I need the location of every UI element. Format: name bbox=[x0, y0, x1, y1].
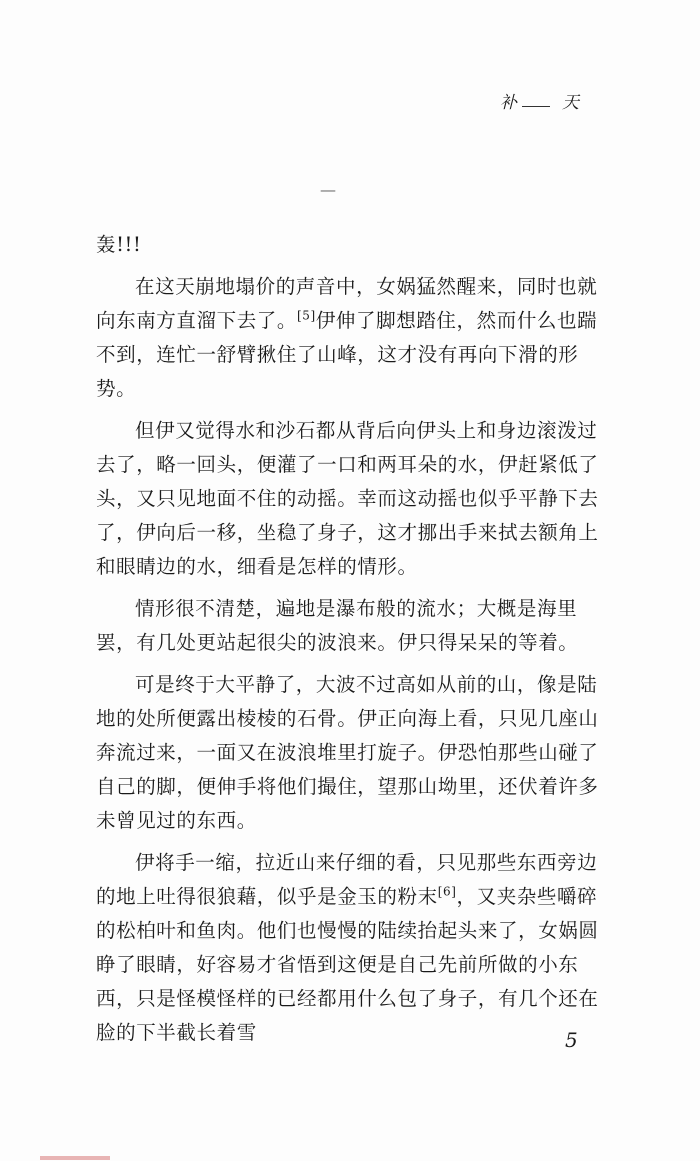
paragraph-text: 可是终于大平静了，大波不过高如从前的山，像是陆地的处所便露出棱棱的石骨。伊正向海上看，只见几座山奔流过来，一面又在波浪堆里打旋子。伊恐怕那些山碰了自己的脚，便伸手将他们撮住，望那山坳里，还伏着许多未曾见过的东西。 bbox=[96, 673, 599, 832]
paragraph-text: 伊将手一缩，拉近山来仔细的看，只见那些东西旁边的地上吐得很狼藉，似乎是金玉的粉末 bbox=[96, 851, 598, 908]
body-text bbox=[96, 228, 604, 1058]
running-head bbox=[500, 88, 610, 116]
paragraph-6 bbox=[96, 846, 604, 1050]
running-head-left: 补 bbox=[500, 93, 517, 113]
running-head-rule bbox=[522, 106, 550, 107]
paragraph-5 bbox=[96, 668, 604, 838]
paragraph-text: 情形很不清楚，遍地是瀑布般的流水；大概是海里罢，有几处更站起很尖的波浪来。伊只得呆呆的等着。 bbox=[96, 597, 579, 654]
paragraph-text: 在这天崩地塌价的声音中，女娲猛然醒来，同时也就向东南方直溜下去了。 bbox=[96, 275, 598, 332]
paragraph-text: 但伊又觉得水和沙石都从背后向伊头上和身边滚泼过去了，略一回头，便灌了一口和两耳朵的水，伊赶紧低了头，又只见地面不住的动摇。幸而这动摇也似乎平静下去了，伊向后一移，坐稳了身子，这才挪出手来拭去额角上和眼睛边的水，细看是怎样的情形。 bbox=[96, 419, 599, 578]
paragraph-3 bbox=[96, 414, 604, 584]
paragraph-1 bbox=[96, 228, 604, 262]
paragraph-text: 轰!!! bbox=[96, 233, 142, 256]
paragraph-text: ，又夹杂些嚼碎的松柏叶和鱼肉。他们也慢慢的陆续抬起头来了，女娲圆睁了眼睛，好容易才省悟到这便是自己先前所做的小东西，只是怪模怪样的已经都用什么包了身子，有几个还在脸的下半截长着雪 bbox=[96, 885, 599, 1044]
page-number: 5 bbox=[565, 1028, 578, 1052]
footnote-ref-6[interactable]: [6] bbox=[437, 884, 457, 899]
footnote-ref-5[interactable]: [5] bbox=[297, 308, 316, 323]
page-edge-mark bbox=[40, 1156, 110, 1160]
paragraph-4 bbox=[96, 592, 604, 660]
section-mark: — bbox=[320, 180, 336, 199]
paragraph-2 bbox=[96, 270, 604, 406]
paragraph-text: 伊伸了脚想踏住，然而什么也踹不到，连忙一舒臂揪住了山峰，这才没有再向下滑的形势。 bbox=[96, 309, 598, 400]
running-head-right: 天 bbox=[562, 93, 579, 113]
